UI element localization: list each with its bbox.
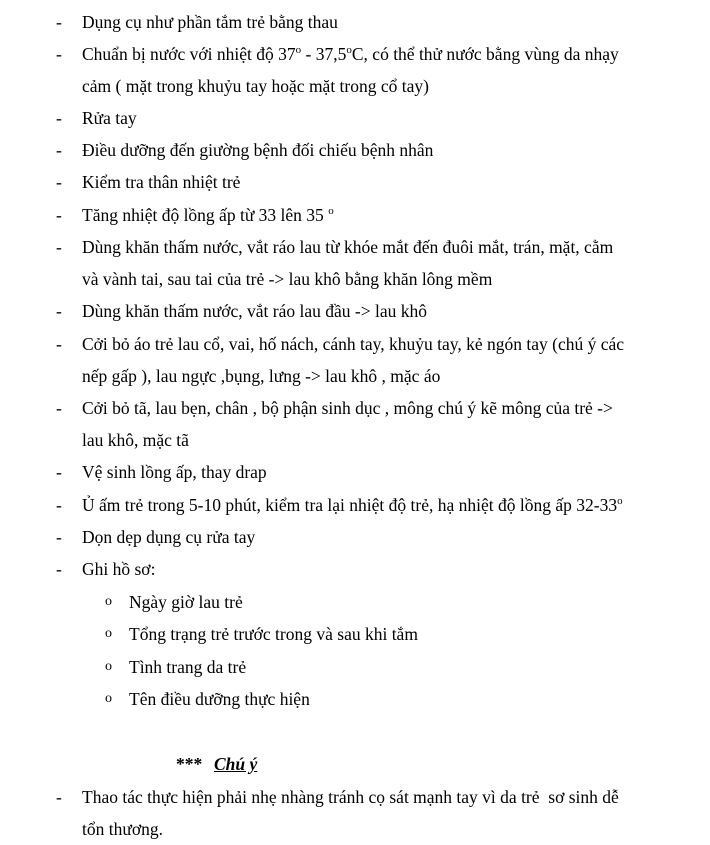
list-item-text: Điều dưỡng đến giường bệnh đối chiếu bệnh nhân	[82, 140, 434, 160]
list-item-text: Ghi hồ sơ:	[82, 559, 156, 579]
text-segment: C, có thể thử nước bằng vùng da nhạy	[351, 44, 619, 64]
dash-bullet: -	[56, 495, 62, 515]
list-item-text: Dọn dẹp dụng cụ rửa tay	[82, 527, 256, 547]
degree-superscript: o	[328, 205, 334, 217]
dash-bullet: -	[56, 334, 62, 354]
list-item-text: Kiểm tra thân nhiệt trẻ	[82, 172, 241, 192]
dash-bullet: -	[56, 527, 62, 547]
circle-bullet: o	[105, 691, 112, 706]
dash-bullet: -	[56, 172, 62, 192]
text-segment: Chuẩn bị nước với nhiệt độ 37	[82, 44, 296, 64]
list-item-text: Dùng khăn thấm nước, vắt ráo lau đầu -> lau khô	[82, 301, 427, 321]
degree-superscript: o	[346, 44, 352, 56]
list-item-text: Cởi bỏ tã, lau bẹn, chân , bộ phận sinh dục , mông chú ý kẽ mông của trẻ ->	[82, 398, 613, 418]
dash-bullet: -	[56, 301, 62, 321]
circle-bullet: o	[105, 626, 112, 641]
dash-bullet: -	[56, 462, 62, 482]
list-item-text	[82, 489, 672, 521]
sub-list-item-text: Ngày giờ lau trẻ	[129, 592, 243, 612]
list-item-text-continued: nếp gấp ), lau ngực ,bụng, lưng -> lau khô , mặc áo	[82, 366, 441, 386]
list-item-text-continued: cảm ( mặt trong khuỷu tay hoặc mặt trong cổ tay)	[82, 76, 429, 96]
dash-bullet: -	[56, 12, 62, 32]
sub-list-item-text: Tổng trạng trẻ trước trong và sau khi tắm	[129, 624, 418, 644]
dash-bullet: -	[56, 237, 62, 257]
dash-bullet: -	[56, 108, 62, 128]
degree-superscript: o	[617, 495, 623, 507]
list-item-text: Rửa tay	[82, 108, 137, 128]
text-segment: Ủ ấm trẻ trong 5-10 phút, kiểm tra lại nhiệt độ trẻ, hạ nhiệt độ lồng ấp 32-33	[82, 495, 618, 515]
text-segment: Tăng nhiệt độ lồng ấp từ 33 lên 35	[82, 205, 329, 225]
degree-superscript: o	[295, 44, 302, 56]
dash-bullet: -	[56, 559, 62, 579]
dash-bullet: -	[56, 398, 62, 418]
circle-bullet: o	[105, 659, 112, 674]
list-item-text: Vệ sinh lồng ấp, thay drap	[82, 462, 267, 482]
text-segment: - 37,5	[301, 44, 347, 64]
list-item-text	[82, 38, 672, 70]
dash-bullet: -	[56, 205, 62, 225]
list-item-text: Dụng cụ như phần tắm trẻ bằng thau	[82, 12, 338, 32]
dash-bullet: -	[56, 787, 62, 807]
dash-bullet: -	[56, 44, 62, 64]
list-item-text-continued: tổn thương.	[82, 819, 163, 839]
list-item-text	[82, 199, 672, 231]
list-item-text-continued: lau khô, mặc tã	[82, 430, 189, 450]
note-title: Chú ý	[214, 754, 258, 774]
note-stars: ***	[176, 754, 203, 774]
list-item-text: Thao tác thực hiện phải nhẹ nhàng tránh cọ sát mạnh tay vì da trẻ sơ sinh dễ	[82, 787, 619, 807]
circle-bullet: o	[105, 594, 112, 609]
list-item-text: Dùng khăn thấm nước, vắt ráo lau từ khóe mắt đến đuôi mắt, trán, mặt, cằm	[82, 237, 614, 257]
list-item-text-continued: và vành tai, sau tai của trẻ -> lau khô bằng khăn lông mềm	[82, 269, 493, 289]
dash-bullet: -	[56, 140, 62, 160]
list-item-text: Cởi bỏ áo trẻ lau cổ, vai, hố nách, cánh tay, khuỷu tay, kẻ ngón tay (chú ý các	[82, 334, 625, 354]
sub-list-item-text: Tình trang da trẻ	[129, 657, 247, 677]
sub-list-item-text: Tên điều dưỡng thực hiện	[129, 689, 310, 709]
